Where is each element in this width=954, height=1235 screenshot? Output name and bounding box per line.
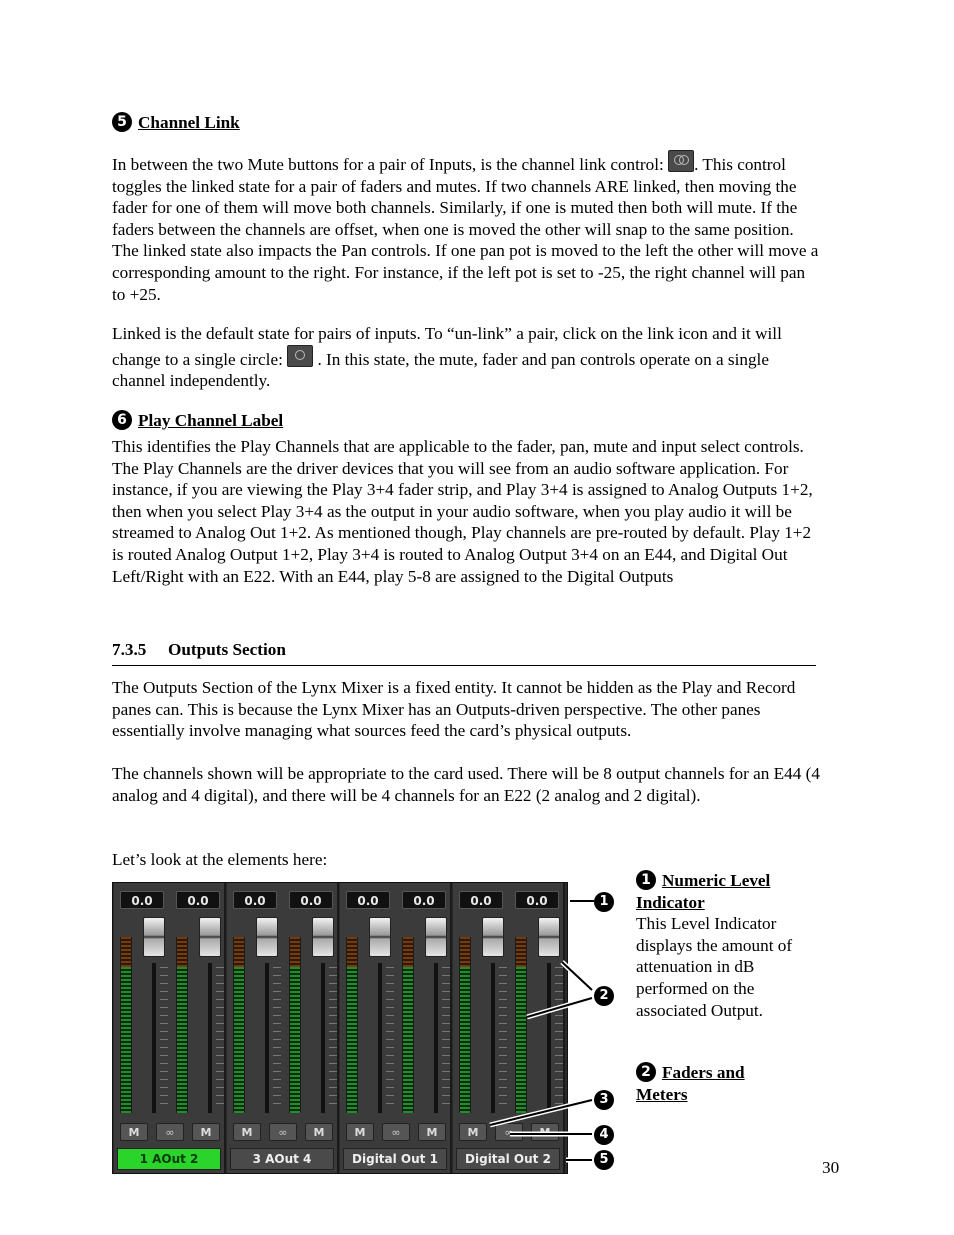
text-run: In between the two Mute buttons for a pair of Inputs, is the channel link control: (112, 155, 669, 174)
numeric-level-indicator: 0.0 (289, 891, 333, 909)
channel-link-paragraph-1 (112, 150, 822, 305)
play-channel-label[interactable]: 1 AOut 2 (117, 1148, 221, 1170)
numeric-level-indicator: 0.0 (346, 891, 390, 909)
fader-scale (442, 967, 450, 1107)
mute-link-row (346, 1123, 446, 1143)
level-meter (346, 937, 358, 1113)
level-meter (289, 937, 301, 1113)
meter-level-segment (290, 967, 300, 1113)
numeric-level-body: This Level Indicator displays the amount of attenuation in dB performed on the associated Output. (636, 914, 793, 1020)
meter-peak-segment (177, 937, 187, 967)
channel-link-button[interactable]: ∞ (156, 1123, 184, 1141)
meter-peak-segment (460, 937, 470, 967)
fader-handle[interactable] (482, 917, 504, 957)
numeric-level-indicator: 0.0 (459, 891, 503, 909)
badge-two: 2 (636, 1062, 656, 1082)
meter-peak-segment (516, 937, 526, 967)
meter-peak-segment (121, 937, 131, 967)
callout-marker: 1 (594, 892, 614, 912)
play-channel-label[interactable]: Digital Out 2 (456, 1148, 560, 1170)
sidebar-item-faders-meters (636, 1062, 826, 1105)
meter-level-segment (177, 967, 187, 1113)
fader-handle[interactable] (312, 917, 334, 957)
badge-six: 6 (112, 410, 132, 430)
mute-button[interactable]: M (531, 1123, 559, 1141)
section-number: 7.3.5 (112, 640, 147, 659)
linked-circles-icon (668, 150, 694, 172)
meter-level-segment (460, 967, 470, 1113)
fader-track (547, 963, 551, 1113)
fader-scale (160, 967, 168, 1107)
fader-scale (216, 967, 224, 1107)
output-strip (227, 883, 339, 1173)
channel-link-paragraph-2 (112, 323, 822, 392)
numeric-level-indicator: 0.0 (402, 891, 446, 909)
output-strip (340, 883, 452, 1173)
meter-level-segment (234, 967, 244, 1113)
single-circle-icon (287, 345, 313, 367)
faders-meters-title-a: Faders and (662, 1063, 745, 1082)
fader-handle[interactable] (256, 917, 278, 957)
outputs-paragraph-3: Let’s look at the elements here: (112, 850, 328, 869)
meter-level-segment (516, 967, 526, 1113)
mute-link-row (120, 1123, 220, 1143)
fader-scale (555, 967, 563, 1107)
numeric-level-title-a: Numeric Level (662, 871, 771, 890)
level-meter (402, 937, 414, 1113)
meter-level-segment (121, 967, 131, 1113)
fader-track (378, 963, 382, 1113)
fader-scale (273, 967, 281, 1107)
text-run: . In this state, the mute, fader and pan controls operate on a single channel independently. (112, 349, 769, 391)
mute-button[interactable]: M (305, 1123, 333, 1141)
fader-scale (499, 967, 507, 1107)
level-meter (459, 937, 471, 1113)
meter-peak-segment (234, 937, 244, 967)
meter-level-segment (403, 967, 413, 1113)
level-meter (515, 937, 527, 1113)
level-meter (176, 937, 188, 1113)
numeric-level-indicator: 0.0 (176, 891, 220, 909)
callout-marker: 3 (594, 1090, 614, 1110)
page-number: 30 (822, 1158, 840, 1177)
meter-peak-segment (290, 937, 300, 967)
numeric-level-indicator: 0.0 (120, 891, 164, 909)
meter-level-segment (347, 967, 357, 1113)
fader-track (152, 963, 156, 1113)
sidebar-item-numeric-level (636, 870, 826, 1021)
channel-link-button[interactable]: ∞ (382, 1123, 410, 1141)
fader-handle[interactable] (199, 917, 221, 957)
numeric-level-title-b: Indicator (636, 892, 705, 912)
text-run: . This control toggles the linked state for a pair of faders and mutes. If two channels ARE linked, then moving the fader for one of them will move both channels. Similarly, if one is muted then both will mute. If the faders between the channels are offset, when one is moved the other will snap to the same position. The linked state also impacts the Pan controls. If one pan pot is moved to the left the other will move a corresponding amount to the right. For instance, if the left pot is set to -25, the right channel will pan to +25. (112, 155, 819, 304)
fader-track (321, 963, 325, 1113)
fader-handle[interactable] (369, 917, 391, 957)
play-channel-label[interactable]: 3 AOut 4 (230, 1148, 334, 1170)
numeric-level-indicator: 0.0 (515, 891, 559, 909)
section-title: Outputs Section (168, 640, 286, 659)
mute-button[interactable]: M (459, 1123, 487, 1141)
channel-link-button[interactable]: ∞ (269, 1123, 297, 1141)
outputs-paragraph-2: The channels shown will be appropriate to the card used. There will be 8 output channels for an E44 (4 analog and 4 digital), and there will be 4 channels for an E22 (2 analog and 2 digital). (112, 764, 820, 805)
fader-scale (329, 967, 337, 1107)
fader-track (491, 963, 495, 1113)
meter-peak-segment (347, 937, 357, 967)
callout-marker: 2 (594, 986, 614, 1006)
callout-marker: 4 (594, 1125, 614, 1145)
output-strip (114, 883, 226, 1173)
text-run: Linked is the default state for pairs of inputs. To “un-link” a pair, click on the link icon and it will change to a single circle: (112, 324, 782, 369)
mute-button[interactable]: M (346, 1123, 374, 1141)
play-channel-label-heading (112, 410, 283, 432)
outputs-paragraph-1: The Outputs Section of the Lynx Mixer is a fixed entity. It cannot be hidden as the Play and Record panes can. This is because the Lynx Mixer has an Outputs-driven perspective. The other panes essentially involve managing what sources feed the card’s physical outputs. (112, 678, 796, 741)
mute-link-row (459, 1123, 559, 1143)
play-channel-label-title: Play Channel Label (138, 411, 284, 430)
fader-handle[interactable] (538, 917, 560, 957)
fader-track (265, 963, 269, 1113)
fader-scale (386, 967, 394, 1107)
meter-peak-segment (403, 937, 413, 967)
outputs-mixer-image (112, 882, 568, 1174)
callout-marker: 5 (594, 1150, 614, 1170)
play-channel-label[interactable]: Digital Out 1 (343, 1148, 447, 1170)
fader-handle[interactable] (143, 917, 165, 957)
section-divider (112, 665, 816, 666)
channel-link-heading (112, 112, 240, 134)
numeric-level-indicator: 0.0 (233, 891, 277, 909)
level-meter (233, 937, 245, 1113)
fader-track (434, 963, 438, 1113)
output-strip (453, 883, 565, 1173)
mute-link-row (233, 1123, 333, 1143)
mute-button[interactable]: M (418, 1123, 446, 1141)
outputs-section-heading (112, 640, 286, 660)
mute-button[interactable]: M (192, 1123, 220, 1141)
badge-five: 5 (112, 112, 132, 132)
play-channel-label-paragraph: This identifies the Play Channels that are applicable to the fader, pan, mute and input select controls. The Play Channels are the driver devices that you will see from an audio software application. For instance, if you are viewing the Play 3+4 fader strip, and Play 3+4 is assigned to Analog Outputs 1+2, then when you select Play 3+4 as the output in your audio software, when you play audio it will be streamed to Analog Out 1+2. As mentioned though, Play channels are pre-routed by default. Play 1+2 is routed Analog Output 1+2, Play 3+4 is routed to Analog Output 3+4 on an E44, and Digital Out Left/Right with an E22. With an E44, play 5-8 are assigned to the Digital Outputs (112, 437, 813, 586)
faders-meters-title-b: Meters (636, 1084, 688, 1104)
fader-handle[interactable] (425, 917, 447, 957)
level-meter (120, 937, 132, 1113)
mute-button[interactable]: M (233, 1123, 261, 1141)
channel-link-title: Channel Link (138, 113, 240, 132)
badge-one: 1 (636, 870, 656, 890)
fader-track (208, 963, 212, 1113)
mute-button[interactable]: M (120, 1123, 148, 1141)
channel-link-button[interactable]: ∞ (495, 1123, 523, 1141)
